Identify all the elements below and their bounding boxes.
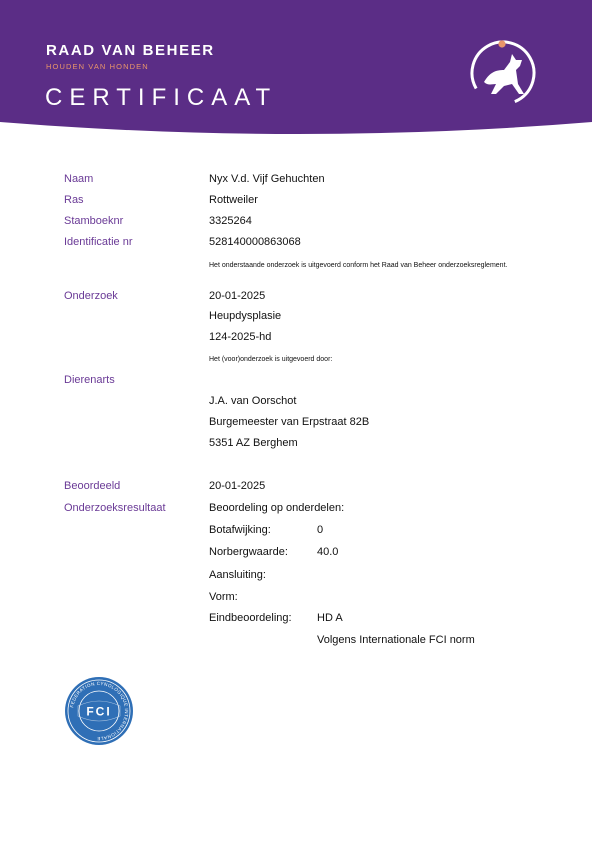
value-dierenarts-city: 5351 AZ Berghem	[209, 437, 298, 449]
value-dierenarts-street: Burgemeester van Erpstraat 82B	[209, 416, 370, 428]
value-onderzoek-date: 20-01-2025	[209, 290, 266, 302]
result-label-vorm: Vorm:	[209, 591, 238, 603]
value-naam: Nyx V.d. Vijf Gehuchten	[209, 173, 325, 185]
result-label-norbergwaarde: Norbergwaarde:	[209, 546, 288, 558]
value-resultaat-intro: Beoordeling op onderdelen:	[209, 502, 345, 514]
result-label-botafwijking: Botafwijking:	[209, 524, 271, 536]
label-beoordeeld: Beoordeeld	[64, 480, 121, 492]
value-beoordeeld: 20-01-2025	[209, 480, 266, 492]
value-ras: Rottweiler	[209, 194, 258, 206]
result-label-aansluiting: Aansluiting:	[209, 569, 266, 581]
label-naam: Naam	[64, 173, 94, 185]
value-onderzoek-type: Heupdysplasie	[209, 310, 282, 322]
label-ras: Ras	[64, 194, 84, 206]
value-dierenarts-name: J.A. van Oorschot	[209, 395, 297, 407]
note-uitgevoerd-door: Het (voor)onderzoek is uitgevoerd door:	[209, 356, 333, 363]
value-stamboeknr: 3325264	[209, 215, 252, 227]
value-onderzoek-reference: 124-2025-hd	[209, 331, 272, 343]
org-name: RAAD VAN BEHEER	[46, 42, 215, 59]
result-norm: Volgens Internationale FCI norm	[317, 634, 475, 646]
label-identificatie: Identificatie nr	[64, 236, 133, 248]
label-onderzoek: Onderzoek	[64, 290, 118, 302]
certificate-header	[0, 0, 592, 140]
document-title: CERTIFICAAT	[45, 84, 278, 111]
fci-seal-icon	[64, 676, 134, 746]
fci-center-text: FCI	[86, 704, 112, 719]
result-value-botafwijking: 0	[317, 524, 324, 536]
org-tagline: HOUDEN VAN HONDEN	[46, 62, 149, 71]
label-dierenarts: Dierenarts	[64, 374, 115, 386]
result-label-eindbeoordeling: Eindbeoordeling:	[209, 612, 292, 624]
fci-ring-text: FEDERATION CYNOLOGIQUE INTERNATIONALE	[69, 680, 130, 742]
result-value-eindbeoordeling: HD A	[317, 612, 343, 624]
label-onderzoeksresultaat: Onderzoeksresultaat	[64, 502, 166, 514]
note-reglement: Het onderstaande onderzoek is uitgevoerd conform het Raad van Beheer onderzoeksreglement.	[209, 262, 508, 269]
dog-circle-logo-icon	[466, 36, 540, 110]
label-stamboeknr: Stamboeknr	[64, 215, 124, 227]
value-identificatie: 528140000863068	[209, 236, 301, 248]
result-value-norbergwaarde: 40.0	[317, 546, 339, 558]
